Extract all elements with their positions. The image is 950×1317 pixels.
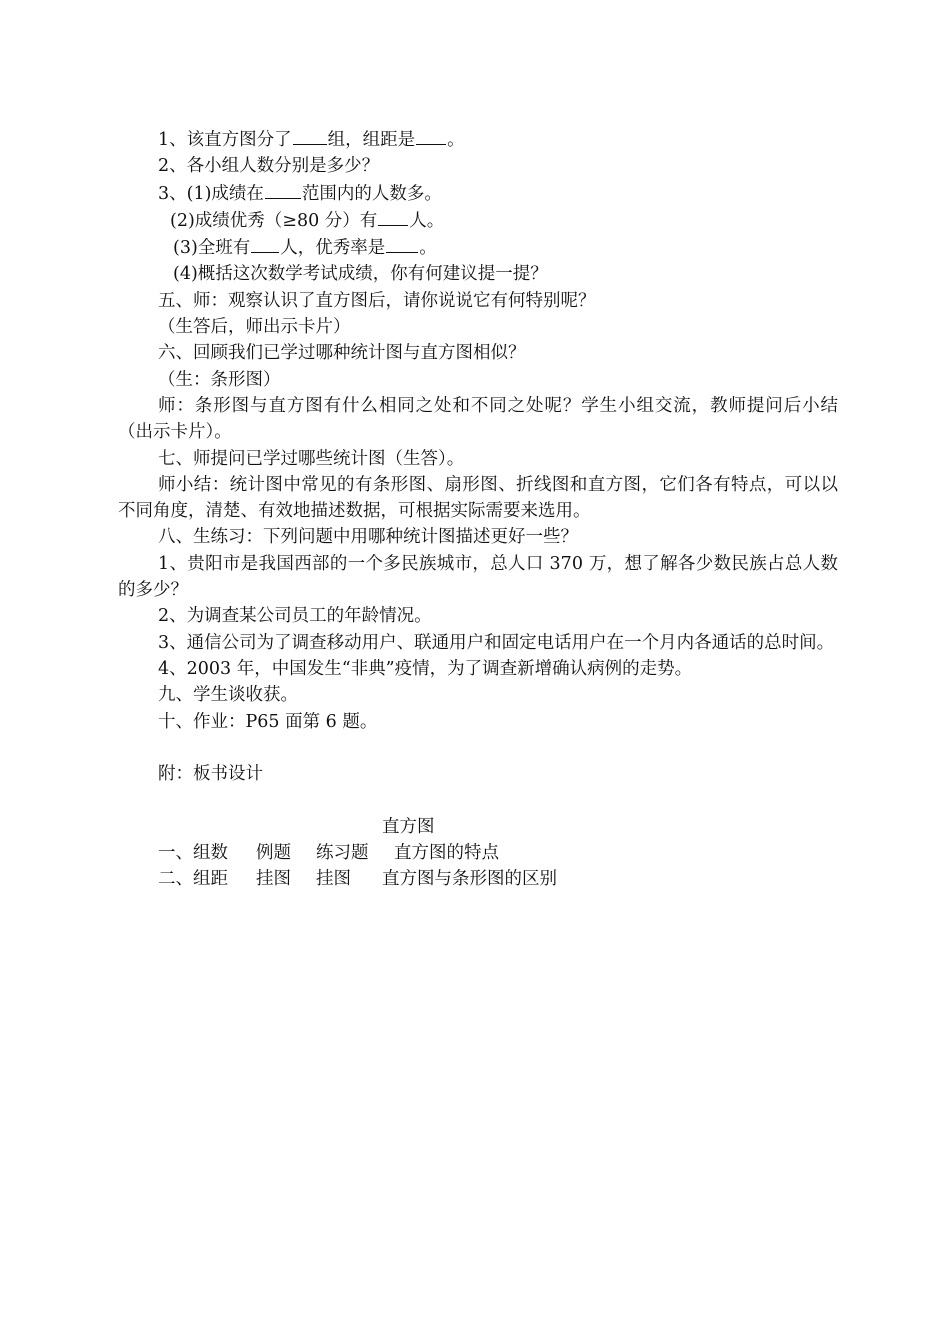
text: 。 [419,238,437,259]
text: 。 [447,130,465,150]
section-7-paragraph: 师小结：统计图中常见的有条形图、扇形图、折线图和直方图，它们各有特点，可以以不同角度，清楚、有效地描述数据，可根据实际需要来选用。 [118,474,838,522]
section-6-paragraph: 师：条形图与直方图有什么相同之处和不同之处呢？学生小组交流，教师提问后小结（出示卡片）。 [118,395,838,443]
text: (3)全班有 [173,238,251,259]
board-cell: 直方图的特点 [394,843,499,864]
board-cell: 挂图 [316,869,351,890]
document-body [118,126,838,893]
text: 人。 [409,210,445,231]
board-cell: 二、组距 [158,869,228,890]
answer-blank [293,126,327,145]
section-5-note: （生答后，师出示卡片） [158,317,351,338]
practice-2: 2、为调查某公司员工的年龄情况。 [158,606,432,627]
section-6-note: （生：条形图） [158,369,281,390]
answer-blank [378,207,408,226]
section-8: 八、生练习：下列问题中用哪种统计图描述更好一些？ [158,527,578,548]
text: 3、(1)成绩在 [158,183,264,204]
answer-blank [251,234,279,253]
spacer [118,787,838,813]
spacer [118,735,838,761]
question-3-3 [118,234,838,261]
appendix-heading: 附：板书设计 [158,764,263,785]
text: (2)成绩优秀（≥80 分）有 [170,210,378,231]
section-10: 十、作业：P65 面第 6 题。 [158,711,378,732]
board-cell: 例题 [256,843,291,864]
board-cell: 挂图 [256,869,291,890]
text: 人，优秀率是 [280,238,386,259]
board-cell: 一、组数 [158,843,228,864]
section-6: 六、回顾我们已学过哪种统计图与直方图相似？ [158,343,526,364]
text: 范围内的人数多。 [301,183,442,204]
practice-4: 4、2003 年，中国发生“非典”疫情，为了调查新增确认病例的走势。 [158,658,693,679]
text: 1、该直方图分了 [158,130,292,150]
question-1 [118,126,838,153]
section-5: 五、师：观察认识了直方图后，请你说说它有何特别呢？ [158,290,596,311]
board-row-2 [118,866,838,892]
board-cell: 练习题 [316,843,369,864]
question-3-1 [118,180,838,207]
answer-blank [386,234,418,253]
section-7: 七、师提问已学过哪些统计图（生答）。 [158,448,465,469]
practice-3: 3、通信公司为了调查移动用户、联通用户和固定电话用户在一个月内各通话的总时间。 [158,632,835,653]
board-cell: 直方图与条形图的区别 [382,869,557,890]
text: 组，组距是 [327,130,416,150]
question-3-2 [118,207,838,234]
question-2: 2、各小组人数分别是多少？ [158,156,380,177]
answer-blank [416,126,446,145]
question-3-4: (4)概括这次数学考试成绩，你有何建议提一提？ [173,264,548,285]
answer-blank [265,180,301,199]
board-row-1 [118,840,838,866]
board-title: 直方图 [382,816,435,837]
practice-1: 1、贵阳市是我国西部的一个多民族城市，总人口 370 万，想了解各少数民族占总人数的多少？ [118,553,838,601]
section-9: 九、学生谈收获。 [158,685,298,706]
